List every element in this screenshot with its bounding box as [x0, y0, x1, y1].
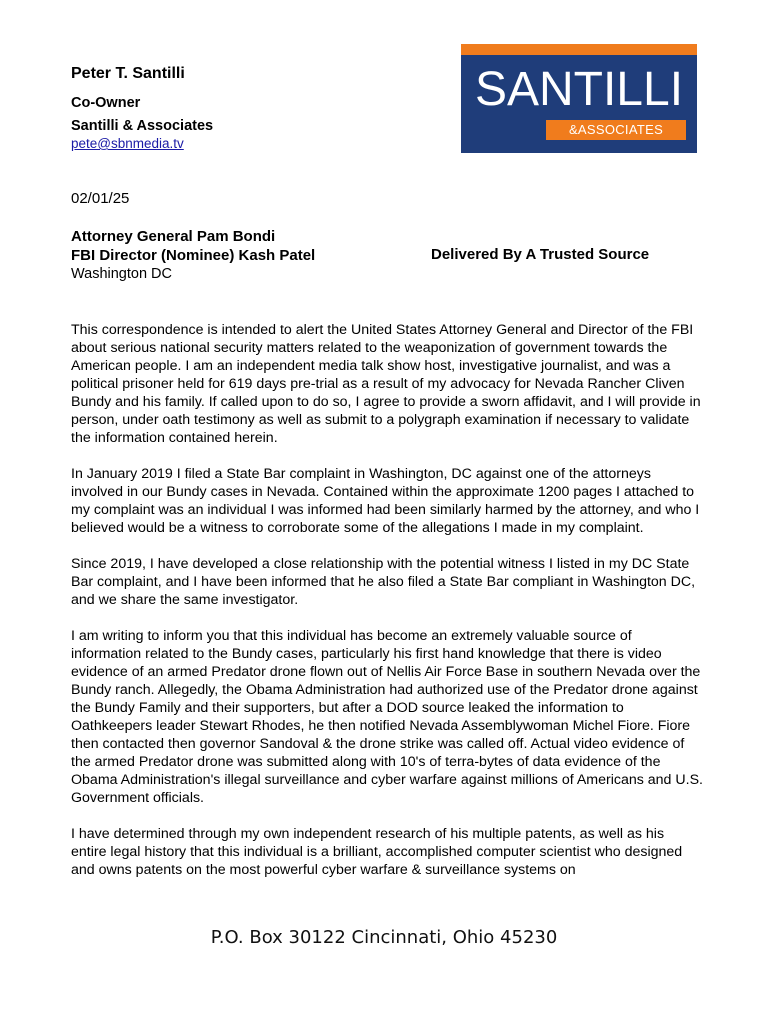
- body-paragraph-5: I have determined through my own independent research of his multiple patents, as well as his entire legal history that this individual is a brilliant, accomplished computer scientist who designed and owns patents on the most powerful cyber warfare & surveillance systems on: [71, 826, 683, 878]
- delivery-note: Delivered By A Trusted Source: [431, 246, 650, 263]
- sender-block: [71, 64, 213, 153]
- recipient-attorney-general: Attorney General Pam Bondi: [71, 228, 276, 245]
- sender-name: Peter T. Santilli: [71, 65, 185, 82]
- body-paragraph-1: This correspondence is intended to alert the United States Attorney General and Director of the FBI about serious national security matters related to the weaponization of government towards the American people. I am an independent media talk show host, investigative journalist, and was a political prisoner held for 619 days pre-trial as a result of my advocacy for Nevada Rancher Cliven Bundy and his family. If called upon to do so, I agree to provide a sworn affidavit, and I will provide in person, under oath testimony as well as submit to a polygraph examination if necessary to validate the information contained herein.: [71, 322, 701, 446]
- recipient-fbi-director: FBI Director (Nominee) Kash Patel: [71, 247, 316, 264]
- sender-role: Co-Owner: [71, 95, 141, 111]
- letter-date: 02/01/25: [71, 190, 130, 207]
- footer-address: P.O. Box 30122 Cincinnati, Ohio 45230: [210, 927, 558, 948]
- letter-body: [71, 321, 703, 897]
- body-paragraph-4: I am writing to inform you that this individual has become an extremely valuable source of information related to the Bundy cases, particularly his first hand knowledge that there is video evidence of an armed Predator drone flown out of Nellis Air Force Base in southern Nevada over the Bundy ranch. Allegedly, the Obama Administration had authorized use of the Predator drone against the Bundy Family and their supporters, but after a DOD source leaked the information to Oathkeepers leader Stewart Rhodes, he then notified Nevada Assemblywoman Michel Fiore. Fiore then contacted then governor Sandoval & the drone strike was called off. Actual video evidence of the armed Predator drone was submitted along with 10's of terra-bytes of data evidence of the Obama Administration's illegal surveillance and cyber warfare against millions of Americans and U.S. Government officials.: [71, 628, 703, 806]
- sender-company: Santilli & Associates: [71, 118, 214, 134]
- logo-orange-bar: [461, 44, 697, 55]
- sender-email-link[interactable]: pete@sbnmedia.tv: [71, 136, 184, 151]
- santilli-logo: [461, 44, 697, 153]
- logo-wordmark: SANTILLI: [474, 63, 684, 116]
- recipient-location: Washington DC: [71, 266, 173, 282]
- body-paragraph-3: Since 2019, I have developed a close relationship with the potential witness I listed in my DC State Bar complaint, and I have been informed that he also filed a State Bar compliant in Washington DC, and we share the same investigator.: [71, 556, 696, 608]
- body-paragraph-2: In January 2019 I filed a State Bar complaint in Washington, DC against one of the attorneys involved in our Bundy cases in Nevada. Contained within the approximate 1200 pages I attached to my complaint was an individual I was informed had been similarly harmed by the attorney, and who I believed would be a witness to corroborate some of the allegations I made in my complaint.: [71, 466, 700, 536]
- logo-associates: &ASSOCIATES: [546, 120, 686, 140]
